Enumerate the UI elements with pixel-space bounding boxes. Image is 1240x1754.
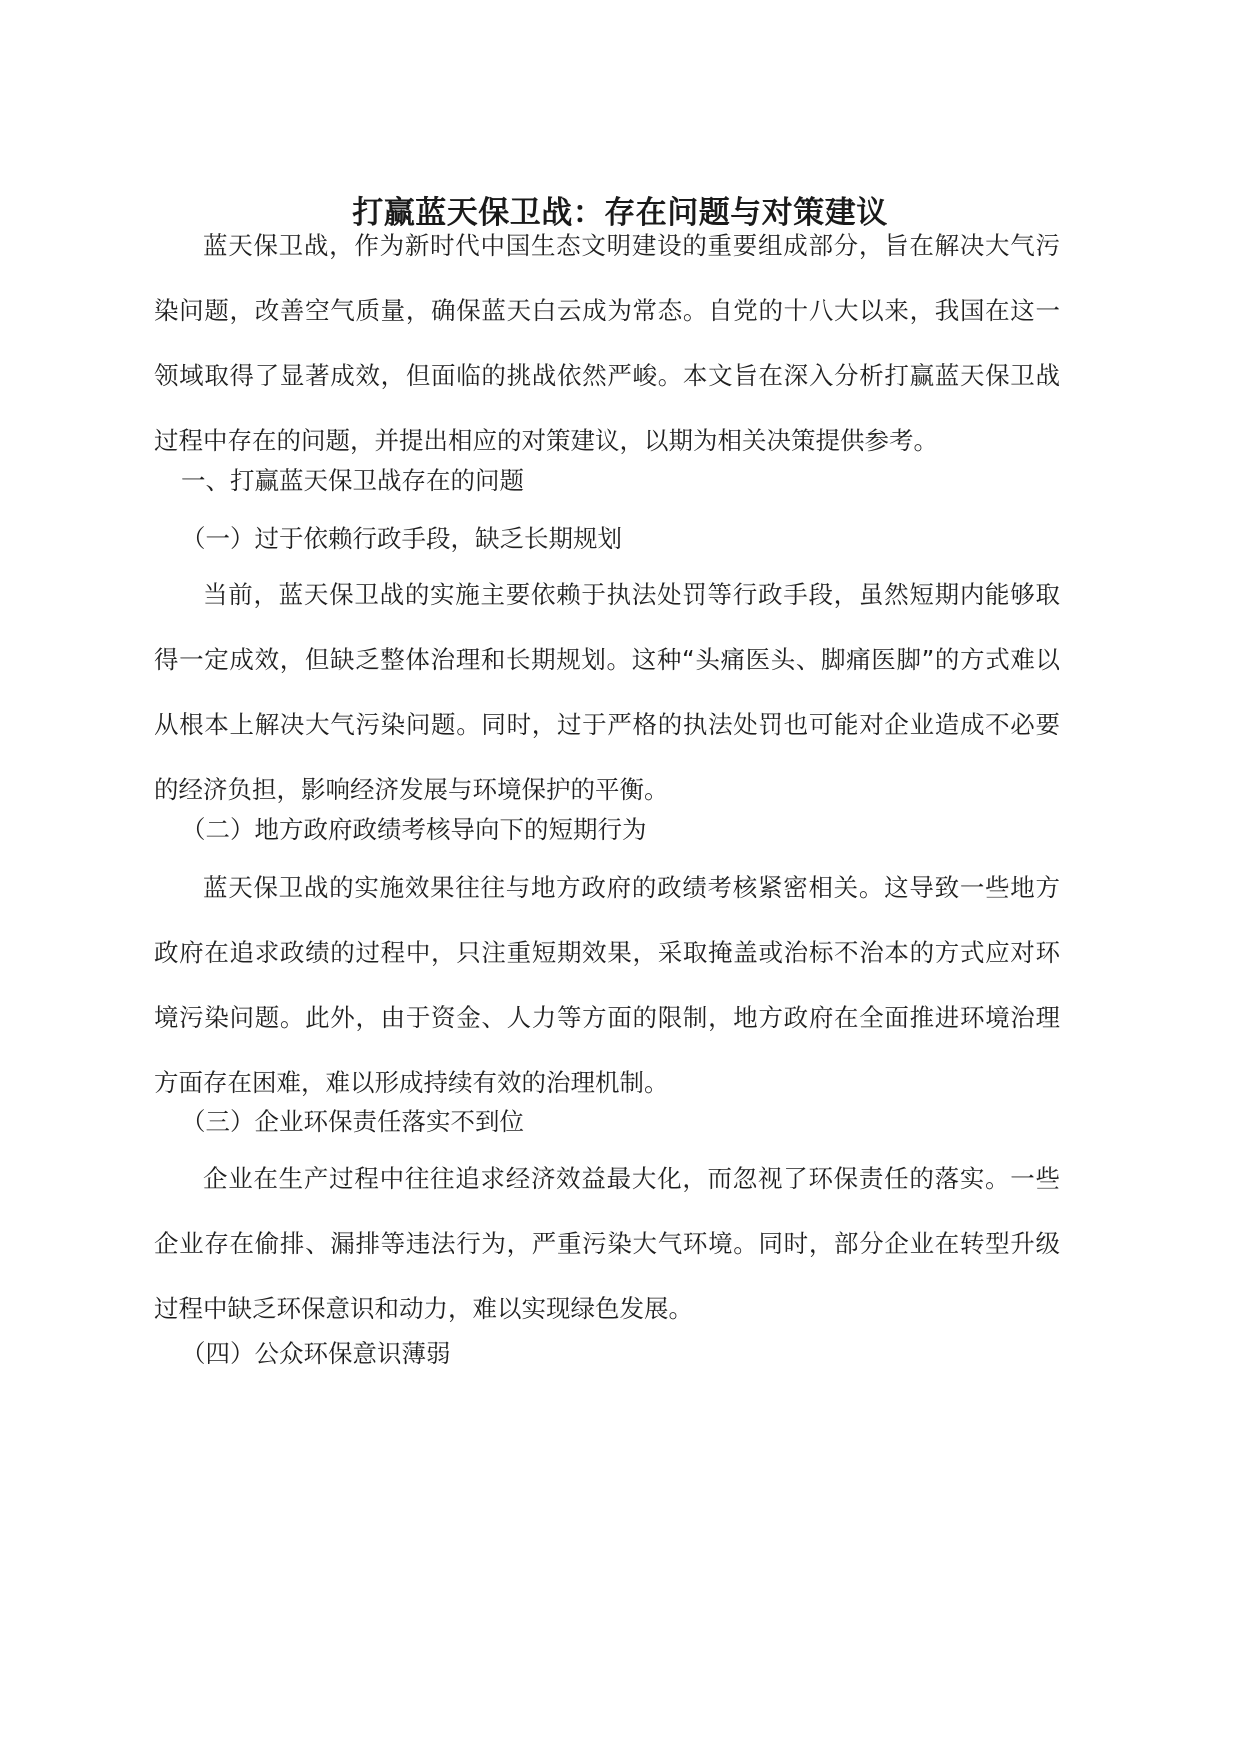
document-title: 打赢蓝天保卫战：存在问题与对策建议 bbox=[352, 195, 888, 231]
subheading-public-awareness: （四）公众环保意识薄弱 bbox=[181, 1339, 451, 1368]
section-heading-problems: 一、打赢蓝天保卫战存在的问题 bbox=[181, 466, 524, 495]
subheading-enterprise-responsibility: （三）企业环保责任落实不到位 bbox=[181, 1107, 524, 1136]
intro-paragraph: 蓝天保卫战，作为新时代中国生态文明建设的重要组成部分，旨在解决大气污染问题，改善空气质量，确保蓝天白云成为常态。自党的十八大以来，我国在这一领域取得了显著成效，但面临的挑战依然严峻。本文旨在深入分析打赢蓝天保卫战过程中存在的问题，并提出相应的对策建议，以期为相关决策提供参考。 bbox=[154, 231, 1060, 455]
paragraph-local-government: 蓝天保卫战的实施效果往往与地方政府的政绩考核紧密相关。这导致一些地方政府在追求政绩的过程中，只注重短期效果，采取掩盖或治标不治本的方式应对环境污染问题。此外，由于资金、人力等方面的限制，地方政府在全面推进环境治理方面存在困难，难以形成持续有效的治理机制。 bbox=[154, 873, 1060, 1097]
subheading-administrative-means: （一）过于依赖行政手段，缺乏长期规划 bbox=[181, 524, 622, 553]
subheading-local-government: （二）地方政府政绩考核导向下的短期行为 bbox=[181, 815, 647, 844]
paragraph-administrative-means: 当前，蓝天保卫战的实施主要依赖于执法处罚等行政手段，虽然短期内能够取得一定成效，但缺乏整体治理和长期规划。这种“头痛医头、脚痛医脚”的方式难以从根本上解决大气污染问题。同时，过于严格的执法处罚也可能对企业造成不必要的经济负担，影响经济发展与环境保护的平衡。 bbox=[154, 580, 1060, 804]
paragraph-enterprise-responsibility: 企业在生产过程中往往追求经济效益最大化，而忽视了环保责任的落实。一些企业存在偷排、漏排等违法行为，严重污染大气环境。同时，部分企业在转型升级过程中缺乏环保意识和动力，难以实现绿色发展。 bbox=[154, 1164, 1060, 1323]
